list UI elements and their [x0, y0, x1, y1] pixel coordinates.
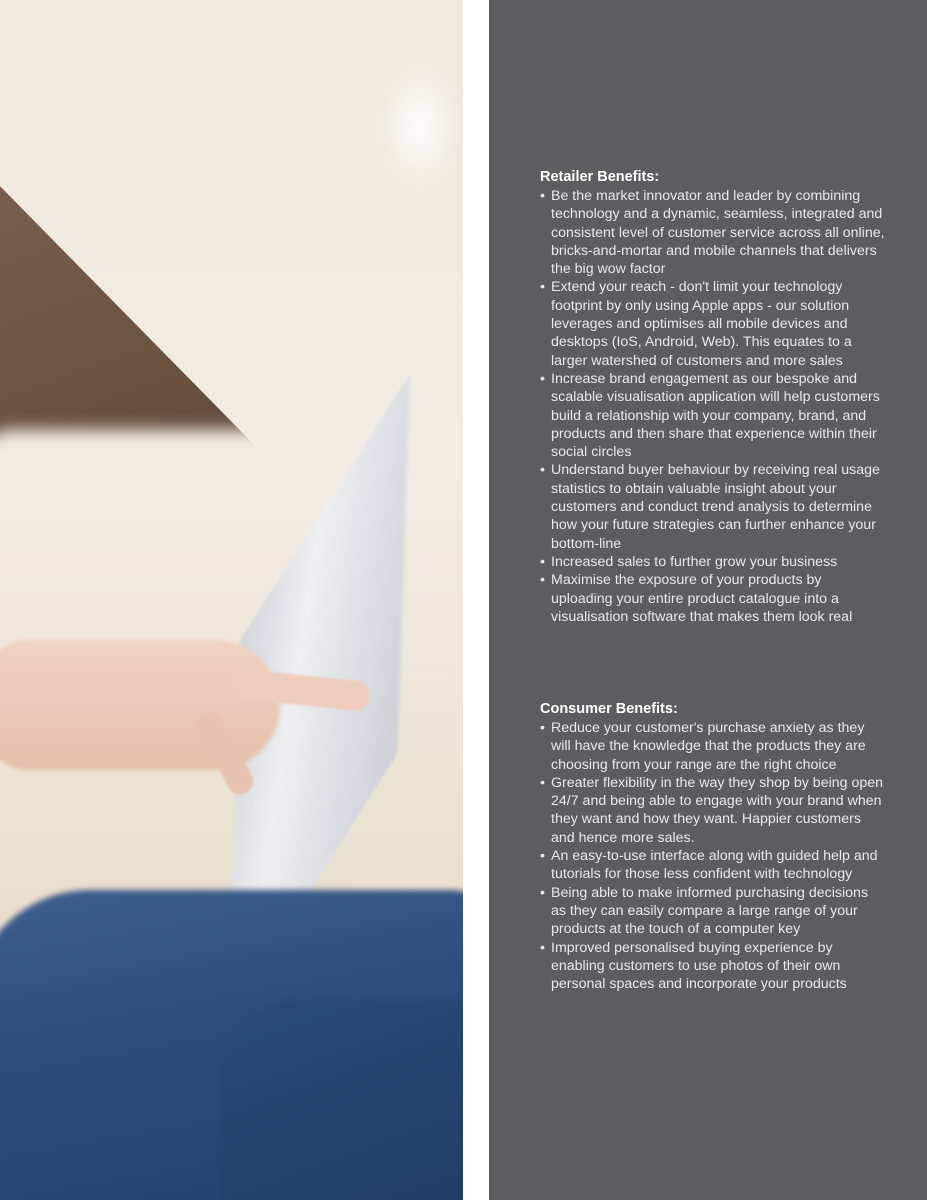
- list-item: • Reduce your customer's purchase anxiety as they will have the knowledge that the products they are choosing from your range are the right choice: [540, 720, 866, 773]
- list-item: • Increase brand engagement as our bespoke and scalable visualisation application will help customers build a relationship with your company, brand, and products and then share that experience within their social circles: [540, 370, 880, 461]
- bullet-icon: •: [540, 188, 545, 204]
- list-item: • Increased sales to further grow your business: [540, 553, 838, 570]
- bullet-icon: •: [540, 939, 545, 956]
- bullet-icon: •: [540, 884, 545, 901]
- retailer-benefits-heading: Retailer Benefits:: [540, 169, 660, 185]
- bullet-icon: •: [540, 720, 545, 736]
- bullet-icon: •: [540, 848, 545, 865]
- bullet-icon: •: [540, 774, 545, 791]
- list-item: • An easy-to-use interface along with guided help and tutorials for those less confident with technology: [540, 848, 878, 883]
- bullet-icon: •: [540, 370, 545, 387]
- list-item: • Understand buyer behaviour by receiving real usage statistics to obtain valuable insight about your customers and conduct trend analysis to determine how your future strategies can further enhance your bottom-line: [540, 462, 880, 552]
- list-item: • Extend your reach - don't limit your technology footprint by only using Apple apps - our solution leverages and optimises all mobile devices and desktops (IoS, Android, Web). This equates to a larger watershed of customers and more sales: [540, 279, 852, 369]
- bullet-icon: •: [540, 462, 545, 479]
- list-item: • Greater flexibility in the way they shop by being open 24/7 and being able to engage with your brand when they want and how they want. Happier customers and hence more sales.: [540, 774, 884, 846]
- benefits-panel: [489, 0, 927, 1200]
- bullet-icon: •: [540, 553, 545, 570]
- bullet-icon: •: [540, 572, 545, 589]
- list-item: • Improved personalised buying experience by enabling customers to use photos of their own personal spaces and incorporate your products: [540, 939, 847, 993]
- retailer-benefits-section: [540, 168, 885, 626]
- retailer-benefits-list: [540, 187, 885, 626]
- hero-photo-person-using-laptop: [0, 0, 463, 1200]
- consumer-benefits-list: [540, 719, 885, 993]
- photo-jeans-knee: [220, 1000, 463, 1200]
- bullet-icon: •: [540, 279, 545, 296]
- list-item: • Be the market innovator and leader by combining technology and a dynamic, seamless, integrated and consistent level of customer service across all online, bricks-and-mortar and mobile channels that delivers the big wow factor: [540, 188, 885, 278]
- photo-wall-light: [380, 60, 460, 190]
- consumer-benefits-heading: Consumer Benefits:: [540, 701, 678, 717]
- consumer-benefits-section: [540, 700, 885, 993]
- list-item: • Maximise the exposure of your products by uploading your entire product catalogue into a visualisation software that makes them look real: [540, 572, 853, 625]
- list-item: • Being able to make informed purchasing decisions as they can easily compare a large range of your products at the touch of a computer key: [540, 884, 869, 938]
